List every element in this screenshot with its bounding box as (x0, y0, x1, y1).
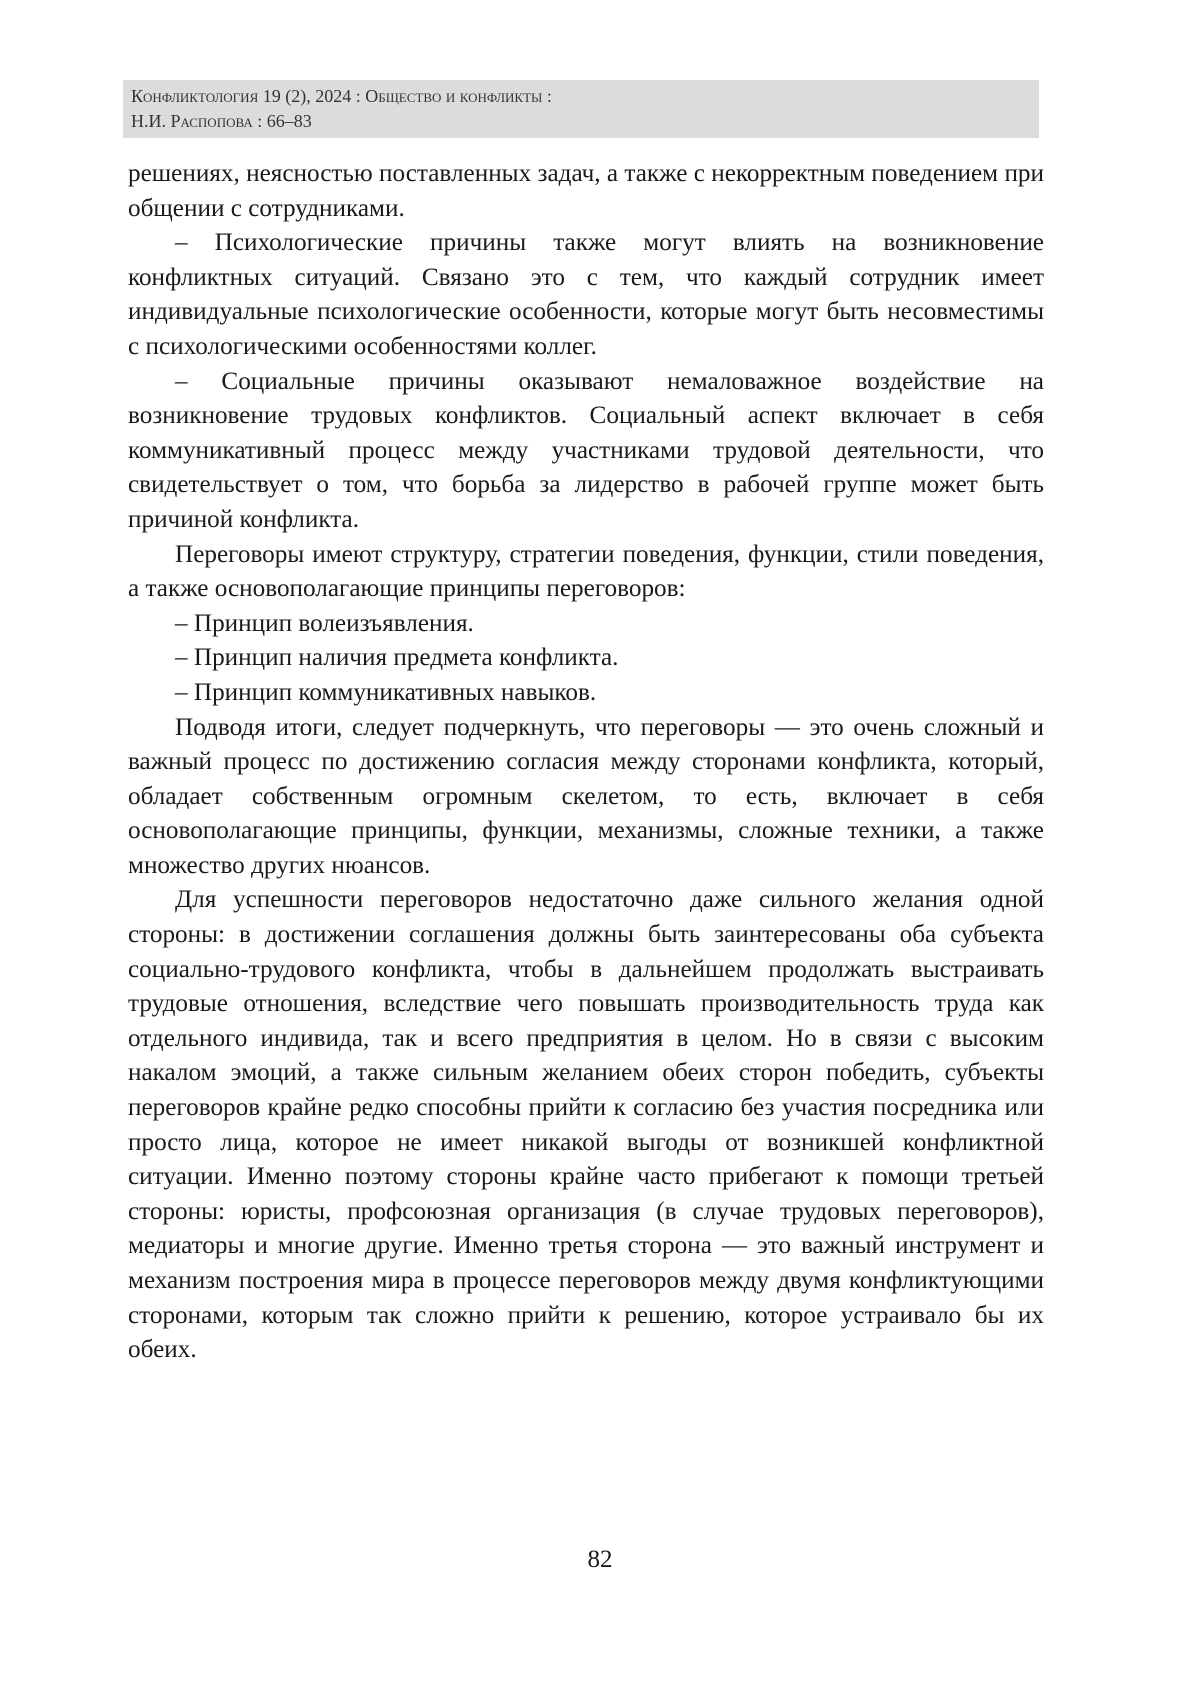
paragraph-continuation: решениях, неясностью поставленных задач, а также с некорректным поведением при общении с сотрудниками. (128, 160, 1044, 222)
article-body (128, 157, 1044, 1368)
running-header (123, 80, 1039, 138)
running-header-author: Н.И. Распопова : 66–83 (131, 111, 312, 131)
paragraph-social-causes: – Социальные причины оказывают немаловажное воздействие на возникновение трудовых конфликтов. Социальный аспект включает в себя коммуникативный процесс между участниками трудовой деятельности, что свидетельствует о том, что борьба за лидерство в рабочей группе может быть причиной конфликта. (128, 367, 1044, 533)
paragraph-negotiation-structure: Переговоры имеют структуру, стратегии поведения, функции, стили поведения, а также основополагающие принципы переговоров: (128, 540, 1044, 603)
running-header-journal: Конфликтология 19 (2), 2024 : Общество и конфликты : (131, 86, 552, 106)
page-number: 82 (587, 1546, 613, 1573)
list-item-principle-will: – Принцип волеизъявления. (175, 609, 474, 637)
paragraph-summary: Подводя итоги, следует подчеркнуть, что переговоры — это очень сложный и важный процесс по достижению согласия между сторонами конфликта, который, обладает собственным огромным скелетом, то есть, включает в себя основополагающие принципы, функции, механизмы, сложные техники, а также множество других нюансов. (128, 713, 1044, 879)
list-item-principle-communication: – Принцип коммуникативных навыков. (175, 678, 597, 706)
paragraph-psychological-causes: – Психологические причины также могут влиять на возникновение конфликтных ситуаций. Связано это с тем, что каждый сотрудник имеет индивидуальные психологические особенности, которые могут быть несовместимы с психологическими особенностями коллег. (128, 229, 1044, 360)
paragraph-third-party: Для успешности переговоров недостаточно даже сильного желания одной стороны: в достижении соглашения должны быть заинтересованы оба субъекта социально-трудового конфликта, чтобы в дальнейшем продолжать выстраивать трудовые отношения, вследствие чего повышать производительность труда как отдельного индивида, так и всего предприятия в целом. Но в связи с высоким накалом эмоций, а также сильным желанием обеих сторон победить, субъекты переговоров крайне редко способны прийти к согласию без участия посредника или просто лица, которое не имеет никакой выгоды от возникшей конфликтной ситуации. Именно поэтому стороны крайне часто прибегают к помощи третьей стороны: юристы, профсоюзная организация (в случае трудовых переговоров), медиаторы и многие другие. Именно третья сторона — это важный инструмент и механизм построения мира в процессе переговоров между двумя конфликтующими сторонами, которым так сложно прийти к решению, которое устраивало бы их обеих. (128, 886, 1044, 1364)
list-item-principle-subject: – Принцип наличия предмета конфликта. (175, 644, 619, 672)
